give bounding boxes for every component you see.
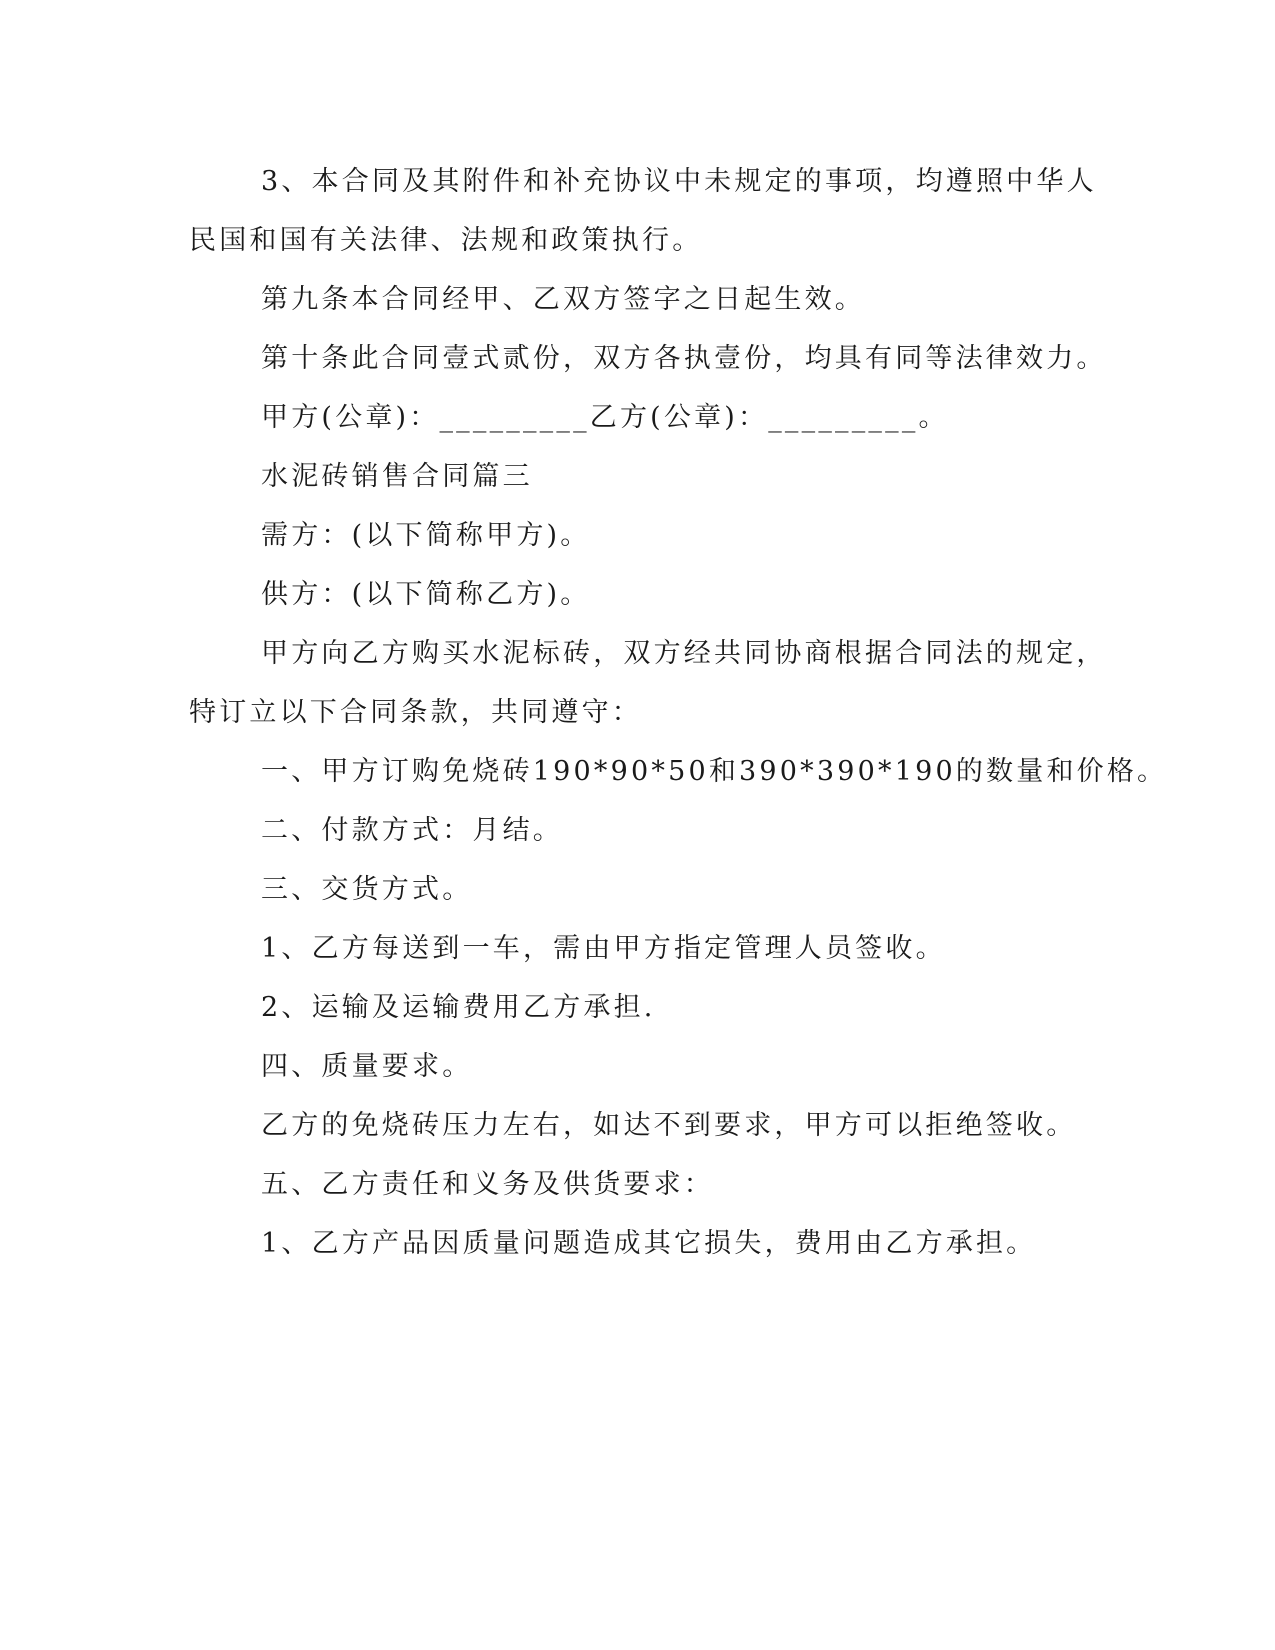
paragraph-line: 五、乙方责任和义务及供货要求： xyxy=(261,1169,714,1200)
paragraph-line: 三、交货方式。 xyxy=(261,874,473,905)
paragraph-line: 第九条本合同经甲、乙双方签字之日起生效。 xyxy=(261,284,865,315)
paragraph-line: 供方：(以下简称乙方)。 xyxy=(261,579,591,610)
paragraph-line: 民国和国有关法律、法规和政策执行。 xyxy=(189,225,703,256)
paragraph-line: 一、甲方订购免烧砖190*90*50和390*390*190的数量和价格。 xyxy=(261,756,1168,787)
paragraph-line: 1、乙方产品因质量问题造成其它损失，费用由乙方承担。 xyxy=(261,1228,1037,1259)
paragraph-line: 1、乙方每送到一车，需由甲方指定管理人员签收。 xyxy=(261,933,946,964)
paragraph-line: 3、本合同及其附件和补充协议中未规定的事项，均遵照中华人 xyxy=(261,166,1097,197)
paragraph-line: 四、质量要求。 xyxy=(261,1051,473,1082)
paragraph-line: 2、运输及运输费用乙方承担. xyxy=(261,992,656,1023)
paragraph-line: 特订立以下合同条款，共同遵守： xyxy=(189,697,642,728)
paragraph-line: 第十条此合同壹式贰份，双方各执壹份，均具有同等法律效力。 xyxy=(261,343,1107,374)
signature-line: 甲方(公章)：_________乙方(公章)：_________。 xyxy=(261,402,949,433)
paragraph-line: 乙方的免烧砖压力左右，如达不到要求，甲方可以拒绝签收。 xyxy=(261,1110,1077,1141)
paragraph-line: 二、付款方式：月结。 xyxy=(261,815,563,846)
paragraph-line: 甲方向乙方购买水泥标砖，双方经共同协商根据合同法的规定， xyxy=(261,638,1107,669)
paragraph-line: 需方：(以下简称甲方)。 xyxy=(261,520,591,551)
section-title: 水泥砖销售合同篇三 xyxy=(261,461,533,492)
